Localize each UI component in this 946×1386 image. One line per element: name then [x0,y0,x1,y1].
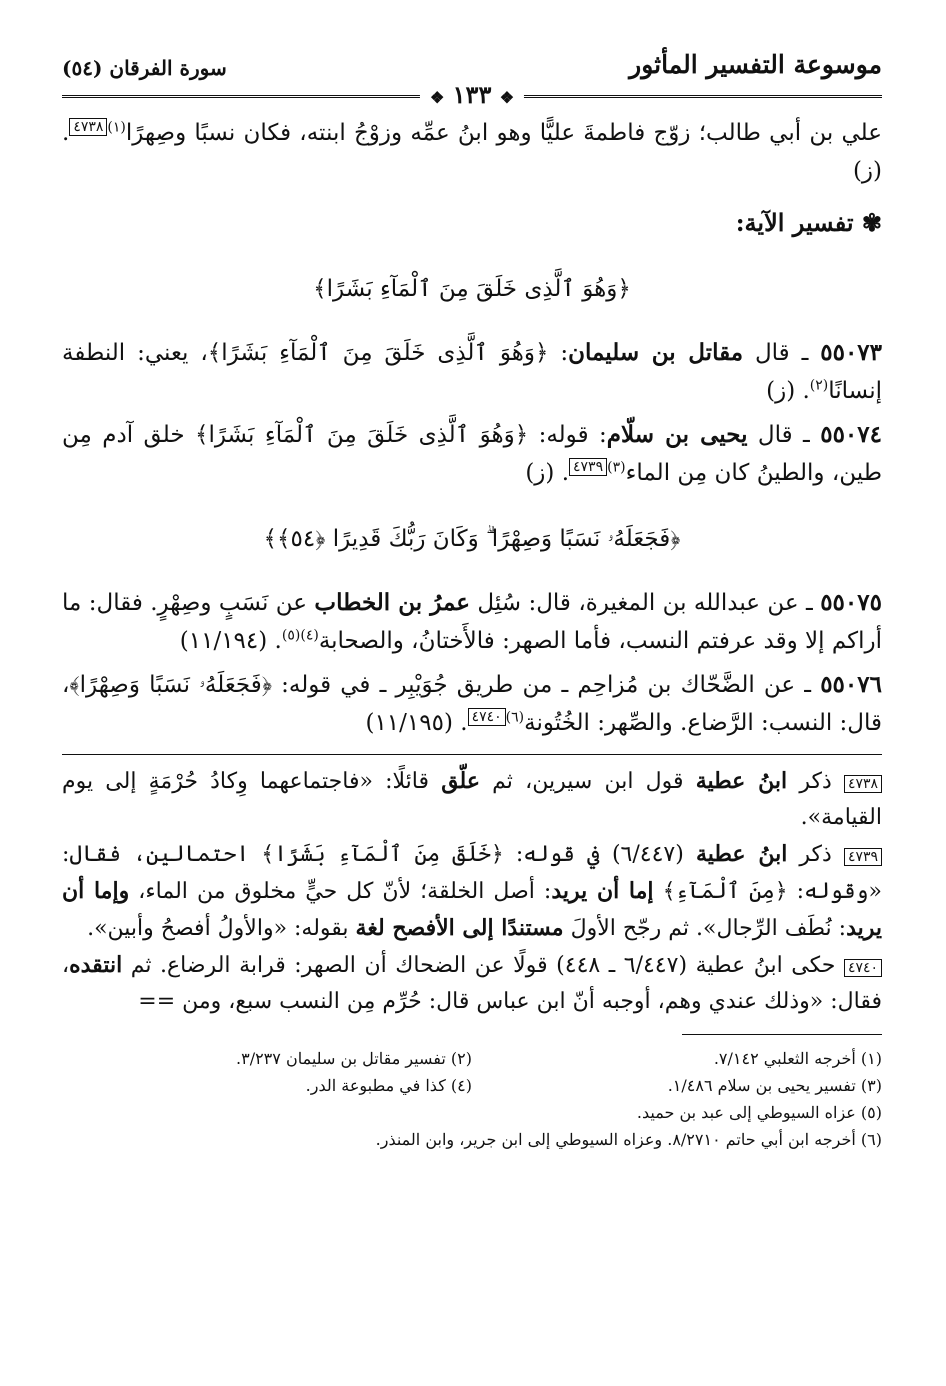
verse-heading: ﴿فَجَعَلَهُۥ نَسَبًا وَصِهْرًا ۗ وَكَانَ رَبُّكَ قَدِيرًا ﴿٥٤﴾﴾ [263,526,681,552]
verse-heading: ﴿وَهُوَ ٱلَّذِى خَلَقَ مِنَ ٱلْمَآءِ بَشَرًا﴾ [313,276,631,302]
narration-entry: ٥٥٠٧٦ ـ عن الضَّحّاك بن مُزاحِم ـ من طريق جُوَيْبِر ـ في قوله: ﴿فَجَعَلَهُۥ نَسَبًا وَصِهْرًا﴾، قال: النسب: الرَّضاع. والصِّهر: الخُتُونة$^{(٦)٤٧٤٠}$. (١١/١٩٥) [62,671,882,736]
flower-icon: ✾ [861,208,882,237]
intro-paragraph: علي بن أبي طالب؛ زوّج فاطمةَ عليًّا وهو ابنُ عمِّه وزوْجُ ابنته، فكان نسبًا وصِهرًا$^{(١)٤٧٣٨}$. (ز) [62,119,882,184]
footnote: (٦) أخرجه ابن أبي حاتم ٨/٢٧١٠. وعزاه السيوطي إلى ابن جرير، وابن المنذر. [375,1130,882,1149]
footnote: (١) أخرجه الثعلبي ٧/١٤٢. [713,1049,882,1068]
page [62,40,882,1153]
main-text [62,114,882,742]
narration-entry: ٥٥٠٧٤ ـ قال يحيى بن سلّام: قوله: ﴿وَهُوَ ٱلَّذِى خَلَقَ مِنَ ٱلْمَآءِ بَشَرًا﴾ خلق آدم مِن طين، والطينُ كان مِن الماء$^{(٣)٤٧٣٩}$. (ز) [62,421,882,486]
section-heading: ✾ تفسير الآية: [735,208,882,237]
commentary-note: ٤٧٤٠ حكى ابنُ عطية (٦/٤٤٧ ـ ٤٤٨) قولًا عن الضحاك أن الصهر: قرابة الرضاع. ثم انتقده، فقال: «وذلك عندي وهم، أوجبه أنّ ابن عباس قال: حُرِّم مِن النسب سبع، ومن == [62,952,882,1014]
running-header [62,40,882,109]
commentary-note: ٤٧٣٩ ذكر ابنُ عطية (٦/٤٤٧) في قوله: ﴿خَلَقَ مِنَ ٱلْمَآءِ بَشَرًا﴾ احتمالين، فقال: «وقوله: ﴿مِنَ ٱلْمَآءِ﴾ إما أن يريد: أصل الخلقة؛ لأنّ كل حيٍّ مخلوق من الماء، وإما أن يريد: نُطَف الرِّجال». ثم رجّح الأولَ مستندًا إلى الأفصح لغة بقوله: «والأولُ أفصحُ وأبين». [62,841,883,941]
ornament-icon: ❖ [429,88,445,107]
commentary-note: ٤٧٣٨ ذكر ابنُ عطية قول ابن سيرين، ثم علّق قائلًا: «فاجتماعهما وِكادُ حُرْمَةٍ إلى يوم القيامة». [62,768,882,830]
footnotes [62,1045,882,1153]
footnote: (٤) كذا في مطبوعة الدر. [305,1076,472,1095]
notes-divider [62,754,882,755]
footnotes-divider [682,1034,882,1035]
series-title: موسوعة التفسير المأثور [629,50,882,79]
cross-ref-box: ٤٧٣٩ [569,458,607,476]
footnote: (٢) تفسير مقاتل بن سليمان ٣/٢٣٧. [236,1049,472,1068]
cross-ref-box: ٤٧٣٨ [69,118,107,136]
surah-label: سورة الفرقان (٥٤) [62,56,227,80]
footnote: (٣) تفسير يحيى بن سلام ١/٤٨٦. [667,1076,882,1095]
narration-entry: ٥٥٠٧٥ ـ عن عبدالله بن المغيرة، قال: سُئِل عمرُ بن الخطاب عن نَسَبٍ وصِهْرٍ. فقال: ما أراكم إلا وقد عرفتم النسب، فأما الصهر: فالأَختانُ، والصحابة$^{(٤)(٥)}$. (١١/١٩٤) [62,589,882,654]
footnote: (٥) عزاه السيوطي إلى عبد بن حميد. [636,1103,882,1122]
cross-ref-box: ٤٧٤٠ [468,708,506,726]
page-number: ١٣٣ [452,80,492,109]
page-number-block [420,80,524,109]
narration-entry: ٥٥٠٧٣ ـ قال مقاتل بن سليمان: ﴿وَهُوَ ٱلَّذِى خَلَقَ مِنَ ٱلْمَآءِ بَشَرًا﴾، يعني: النطفة إنسانًا$^{(٢)}$. (ز) [62,339,883,404]
ornament-icon: ❖ [499,88,515,107]
commentary-notes [62,763,882,1020]
